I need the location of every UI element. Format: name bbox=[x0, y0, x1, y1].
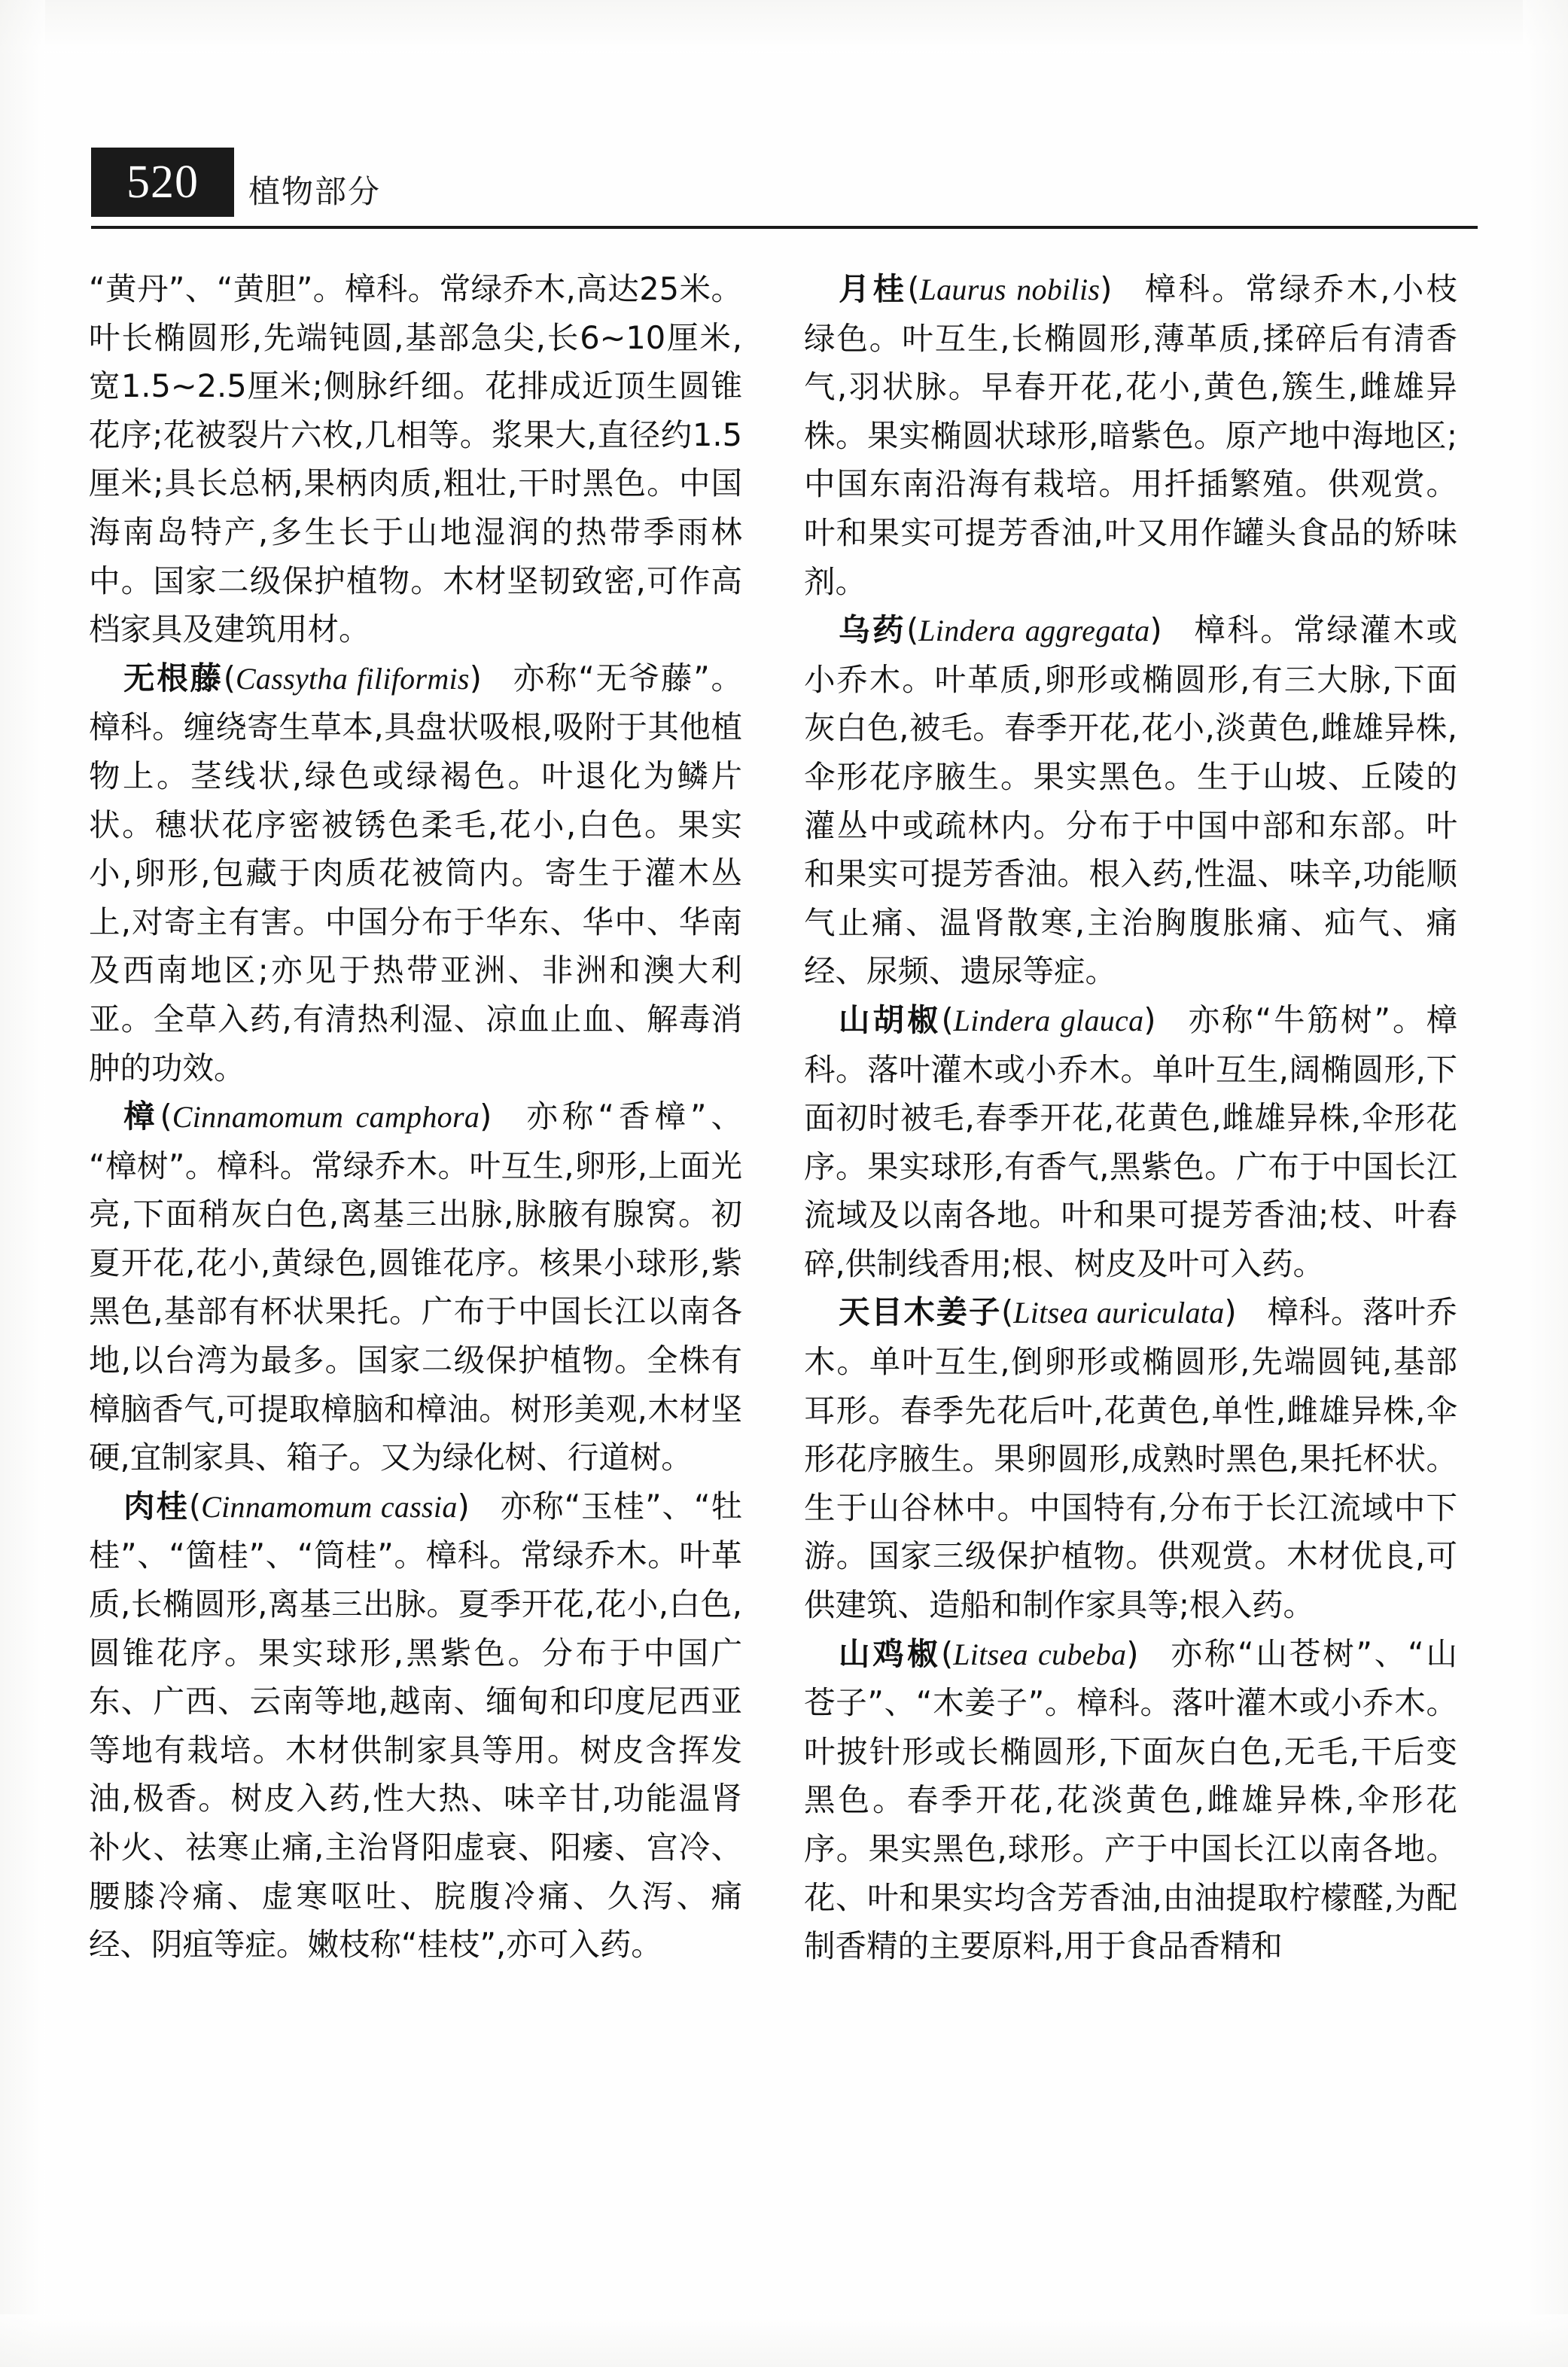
page-header bbox=[0, 148, 1568, 230]
column-divider bbox=[775, 273, 776, 2275]
latin-paren-open: ( bbox=[223, 659, 236, 696]
entry-body-text: 亦称“山苍树”、“山苍子”、“木姜子”。樟科。落叶灌木或小乔木。叶披针形或长椭圆形,下面灰白色,无毛,干后变黑色。春季开花,花淡黄色,雌雄异株,伞形花序。果实黑色,球形。产于中国长江以南各地。花、叶和果实均含芳香油,由油提取柠檬醛,为配制香精的主要原料,用于食品香精和 bbox=[804, 1634, 1457, 1965]
dictionary-entry bbox=[804, 606, 1457, 996]
latin-paren-open: ( bbox=[188, 1487, 202, 1525]
paragraph-continuation bbox=[89, 265, 742, 654]
dictionary-entry bbox=[804, 996, 1457, 1289]
page-number-box bbox=[91, 148, 234, 217]
scan-edge-top bbox=[0, 0, 1568, 53]
text-column-left bbox=[89, 265, 742, 1969]
page-number: 520 bbox=[126, 157, 199, 208]
entry-term: 月桂 bbox=[839, 270, 908, 307]
latin-paren-close: ) bbox=[457, 1487, 470, 1525]
entry-latin-name: Litsea auriculata bbox=[1013, 1296, 1225, 1330]
header-divider-rule bbox=[91, 226, 1478, 229]
two-column-body bbox=[0, 265, 1568, 2298]
latin-paren-close: ) bbox=[1143, 1001, 1156, 1038]
entry-latin-name: Lindera glauca bbox=[953, 1003, 1144, 1037]
dictionary-entry bbox=[804, 1630, 1457, 1971]
continuation-body-text: “黄丹”、“黄胆”。樟科。常绿乔木,高达25米。叶长椭圆形,先端钝圆,基部急尖,长6~10厘米,宽1.5~2.5厘米;侧脉纤细。花排成近顶生圆锥花序;花被裂片六枚,几相等。浆果大,直径约1.5厘米;具长总柄,果柄肉质,粗壮,干时黑色。中国海南岛特产,多生长于山地湿润的热带季雨林中。国家二级保护植物。木材坚韧致密,可作高档家具及建筑用材。 bbox=[89, 270, 742, 648]
entry-body-text: 樟科。落叶乔木。单叶互生,倒卵形或椭圆形,先端圆钝,基部耳形。春季先花后叶,花黄色,单性,雌雄异株,伞形花序腋生。果卵圆形,成熟时黑色,果托杯状。生于山谷林中。中国特有,分布于长江流域中下游。国家三级保护植物。供观赏。木材优良,可供建筑、造船和制作家具等;根入药。 bbox=[804, 1293, 1457, 1624]
latin-paren-open: ( bbox=[906, 611, 919, 649]
entry-term: 樟 bbox=[123, 1098, 160, 1135]
latin-paren-close: ) bbox=[1126, 1634, 1139, 1672]
entry-body-text: 樟科。常绿乔木,小枝绿色。叶互生,长椭圆形,薄革质,揉碎后有清香气,羽状脉。早春开花,花小,黄色,簇生,雌雄异株。果实椭圆状球形,暗紫色。原产地中海地区;中国东南沿海有栽培。用扦插繁殖。供观赏。叶和果实可提芳香油,叶又用作罐头食品的矫味剂。 bbox=[804, 270, 1457, 600]
latin-paren-open: ( bbox=[160, 1098, 172, 1135]
dictionary-entry bbox=[89, 1092, 742, 1482]
latin-paren-close: ) bbox=[469, 659, 482, 696]
entry-body-text: 樟科。常绿灌木或小乔木。叶革质,卵形或椭圆形,有三大脉,下面灰白色,被毛。春季开花,花小,淡黄色,雌雄异株,伞形花序腋生。果实黑色。生于山坡、丘陵的灌丛中或疏林内。分布于中国中部和东部。叶和果实可提芳香油。根入药,性温、味辛,功能顺气止痛、温肾散寒,主治胸腹胀痛、疝气、痛经、尿频、遗尿等症。 bbox=[804, 611, 1457, 990]
entry-latin-name: Cinnamomum camphora bbox=[172, 1100, 480, 1135]
latin-paren-open: ( bbox=[1001, 1293, 1014, 1331]
text-column-right bbox=[804, 265, 1457, 1971]
latin-paren-open: ( bbox=[907, 270, 920, 307]
entry-term: 无根藤 bbox=[123, 659, 224, 696]
latin-paren-open: ( bbox=[941, 1634, 954, 1672]
dictionary-entry bbox=[804, 265, 1457, 606]
entry-latin-name: Cinnamomum cassia bbox=[201, 1489, 458, 1524]
latin-paren-close: ) bbox=[1149, 611, 1162, 649]
entry-body-text: 亦称“玉桂”、“牡桂”、“箇桂”、“筒桂”。樟科。常绿乔木。叶革质,长椭圆形,离基三出脉。夏季开花,花小,白色,圆锥花序。果实球形,黑紫色。分布于中国广东、广西、云南等地,越南、缅甸和印度尼西亚等地有栽培。木材供制家具等用。树皮含挥发油,极香。树皮入药,性大热、味辛甘,功能温肾补火、祛寒止痛,主治肾阳虚衰、阳痿、宫冷、腰膝冷痛、虚寒呕吐、脘腹冷痛、久泻、痛经、阴疽等症。嫩枝称“桂枝”,亦可入药。 bbox=[89, 1487, 742, 1963]
latin-paren-close: ) bbox=[480, 1098, 492, 1135]
entry-body-text: 亦称“无爷藤”。樟科。缠绕寄生草本,具盘状吸根,吸附于其他植物上。茎线状,绿色或绿褐色。叶退化为鳞片状。穗状花序密被锈色柔毛,花小,白色。果实小,卵形,包藏于肉质花被筒内。寄生于灌木丛上,对寄主有害。中国分布于华东、华中、华南及西南地区;亦见于热带亚洲、非洲和澳大利亚。全草入药,有清热利湿、凉血止血、解毒消肿的功效。 bbox=[89, 659, 742, 1086]
entry-term: 乌药 bbox=[839, 611, 907, 649]
entry-term: 肉桂 bbox=[123, 1487, 189, 1525]
dictionary-entry bbox=[89, 654, 742, 1092]
scan-edge-bottom bbox=[0, 2314, 1568, 2367]
dictionary-entry bbox=[804, 1288, 1457, 1629]
dictionary-entry bbox=[89, 1482, 742, 1969]
entry-latin-name: Laurus nobilis bbox=[919, 273, 1101, 306]
latin-paren-open: ( bbox=[941, 1001, 954, 1038]
entry-term: 山胡椒 bbox=[839, 1001, 942, 1038]
entry-latin-name: Lindera aggregata bbox=[918, 614, 1150, 648]
entry-term: 天目木姜子 bbox=[839, 1293, 1002, 1331]
entry-body-text: 亦称“香樟”、“樟树”。樟科。常绿乔木。叶互生,卵形,上面光亮,下面稍灰白色,离基三出脉,脉腋有腺窝。初夏开花,花小,黄绿色,圆锥花序。核果小球形,紫黑色,基部有杯状果托。广布于中国长江以南各地,以台湾为最多。国家二级保护植物。全株有樟脑香气,可提取樟脑和樟油。树形美观,木材坚硬,宜制家具、箱子。又为绿化树、行道树。 bbox=[89, 1098, 742, 1476]
entry-latin-name: Litsea cubeba bbox=[953, 1637, 1127, 1671]
entry-term: 山鸡椒 bbox=[839, 1634, 942, 1672]
latin-paren-close: ) bbox=[1224, 1293, 1237, 1331]
section-title: 植物部分 bbox=[248, 173, 382, 210]
entry-body-text: 亦称“牛筋树”。樟科。落叶灌木或小乔木。单叶互生,阔椭圆形,下面初时被毛,春季开花,花黄色,雌雄异株,伞形花序。果实球形,有香气,黑紫色。广布于中国长江流域及以南各地。叶和果可提芳香油;枝、叶舂碎,供制线香用;根、树皮及叶可入药。 bbox=[804, 1001, 1457, 1282]
latin-paren-close: ) bbox=[1100, 270, 1113, 307]
entry-latin-name: Cassytha filiformis bbox=[235, 661, 470, 696]
